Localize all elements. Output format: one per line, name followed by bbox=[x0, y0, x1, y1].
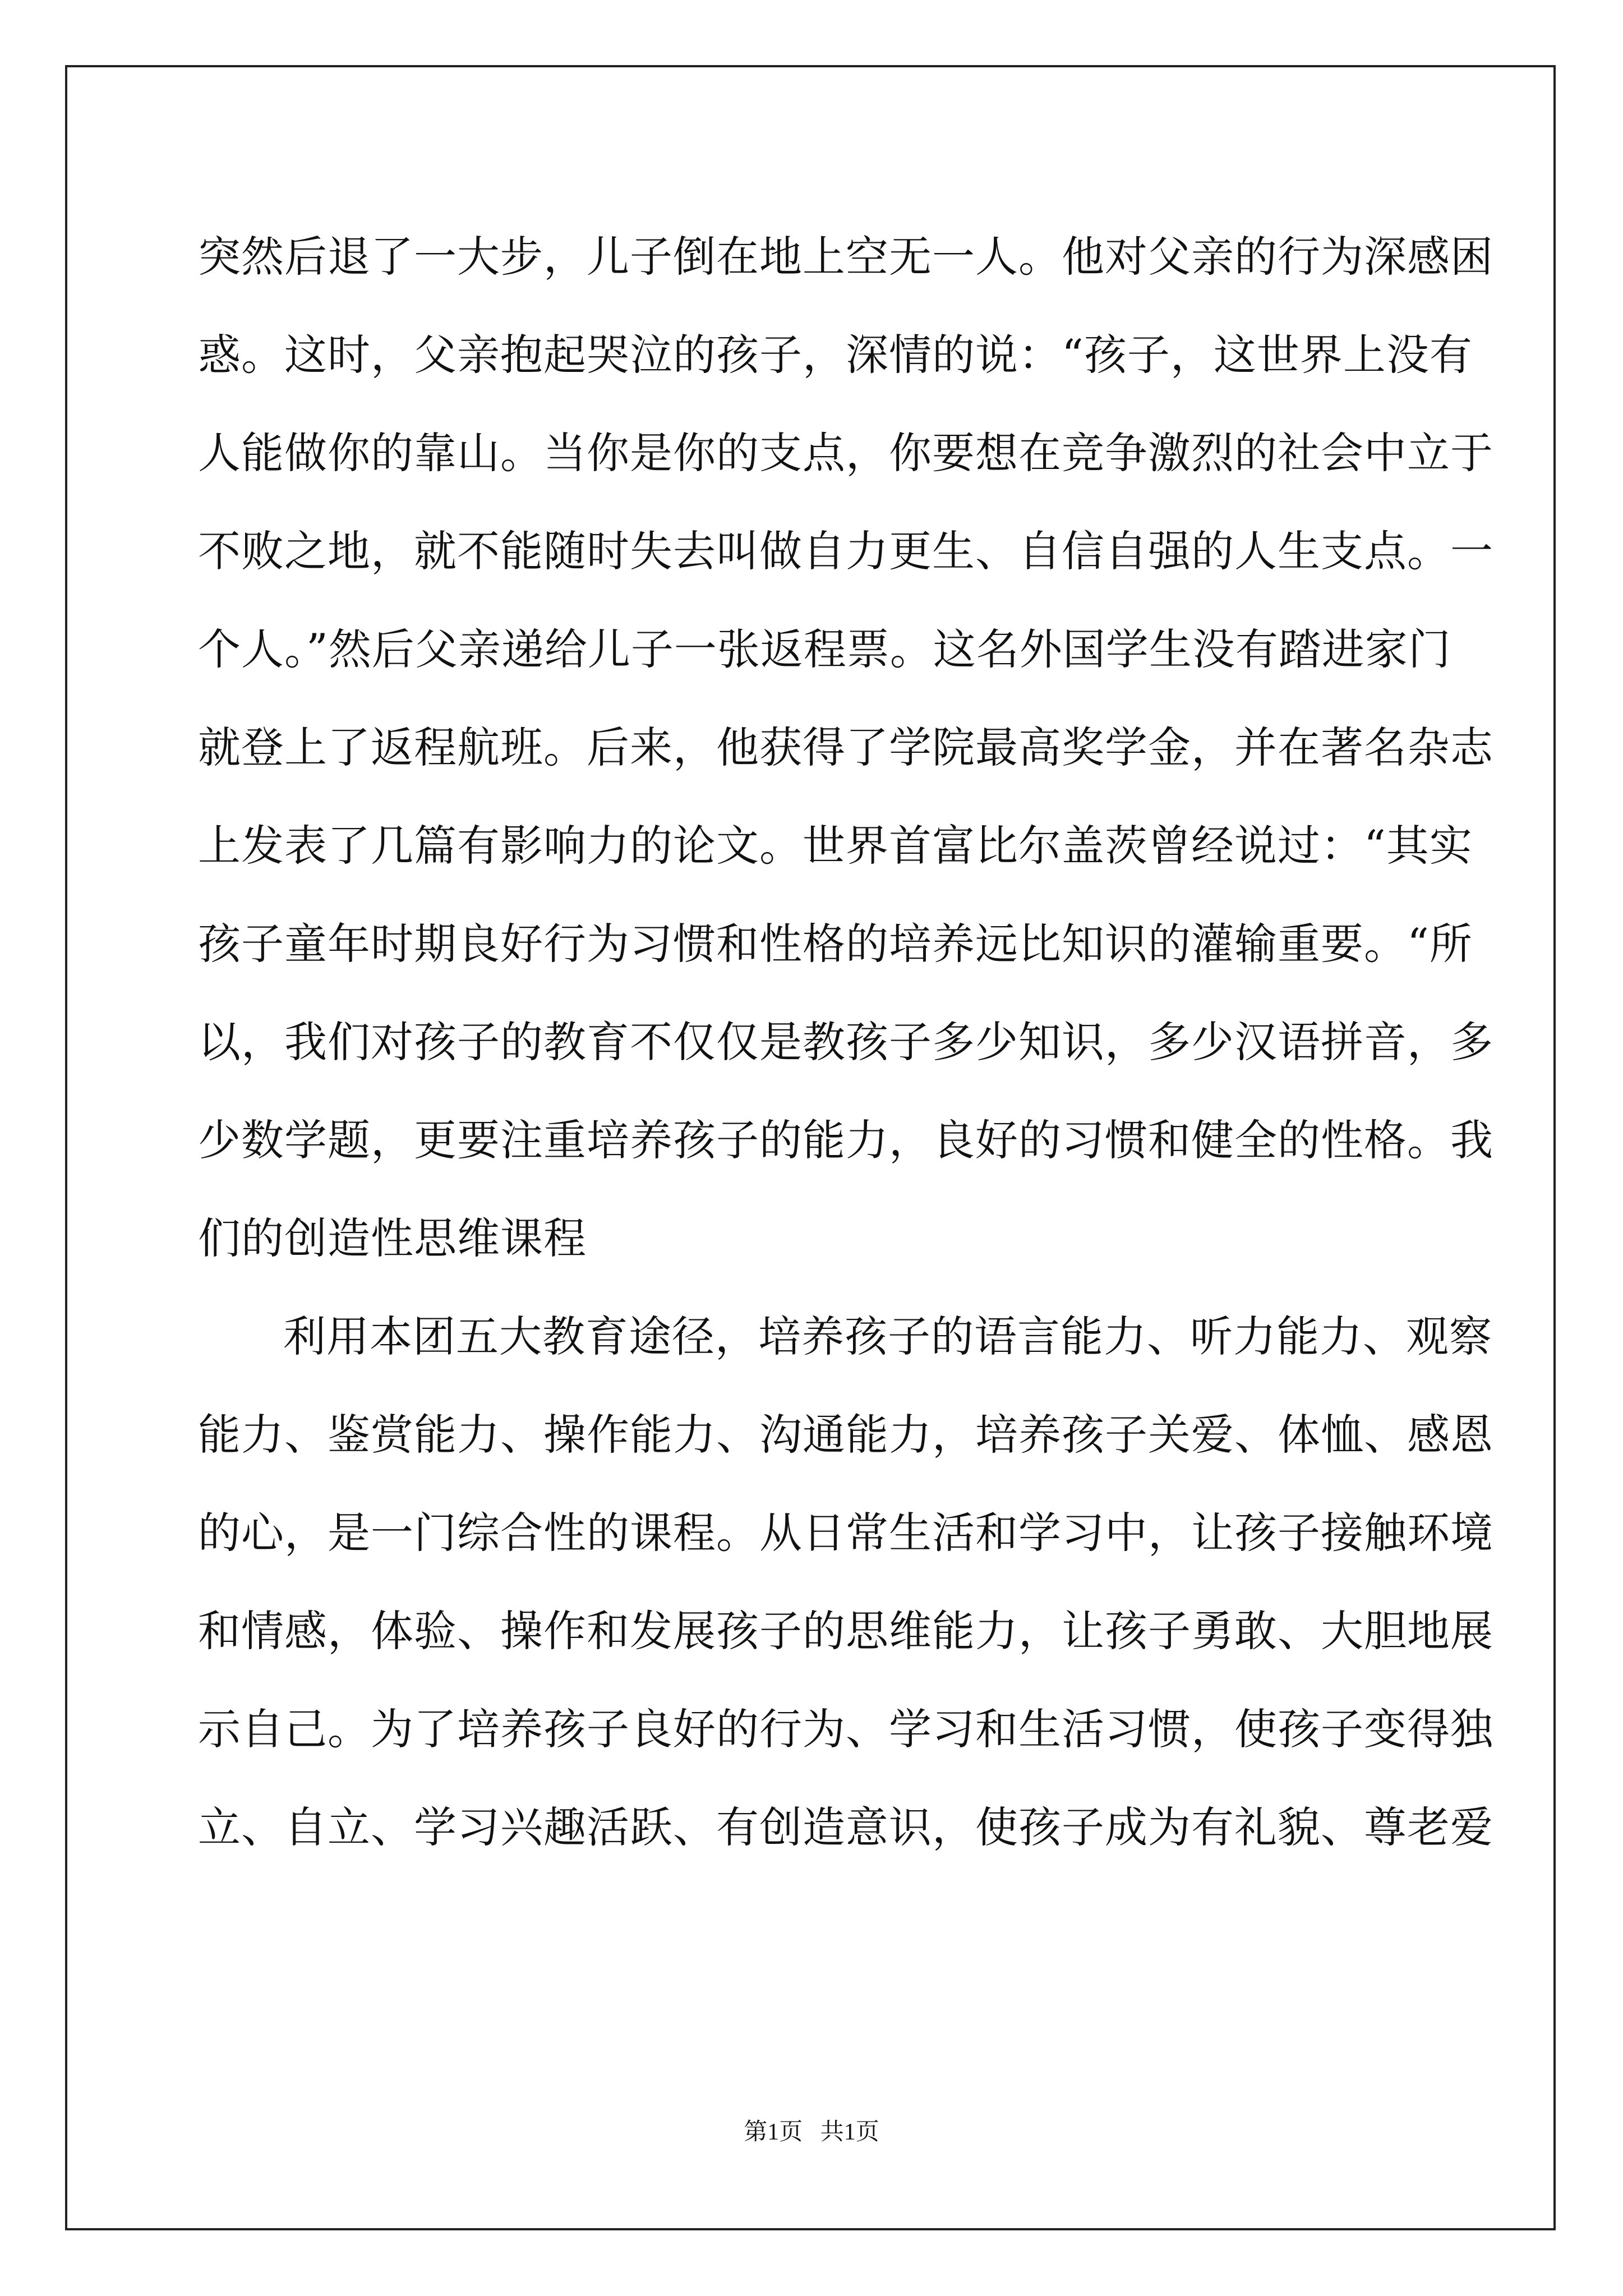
text-line: 以，我们对孩子的教育不仅仅是教孩子多少知识，多少汉语拼音，多 bbox=[198, 1017, 1493, 1067]
text-line: 们的创造性思维课程 bbox=[198, 1213, 587, 1263]
paragraph-1 bbox=[198, 208, 1493, 1287]
text-line: 就登上了返程航班。后来，他获得了学院最高奖学金，并在著名杂志 bbox=[198, 723, 1493, 772]
text-line: 立、自立、学习兴趣活跃、有创造意识，使孩子成为有礼貌、尊老爱 bbox=[198, 1802, 1493, 1852]
text-line: 突然后退了一大步，儿子倒在地上空无一人。他对父亲的行为深感困 bbox=[198, 232, 1493, 282]
text-line: 和情感，体验、操作和发展孩子的思维能力，让孩子勇敢、大胆地展 bbox=[198, 1606, 1493, 1656]
text-line: 能力、鉴赏能力、操作能力、沟通能力，培养孩子关爱、体恤、感恩 bbox=[198, 1410, 1493, 1460]
text-line: 不败之地，就不能随时失去叫做自力更生、自信自强的人生支点。一 bbox=[198, 526, 1493, 576]
text-line: 惑。这时，父亲抱起哭泣的孩子，深情的说：“孩子，这世界上没有 bbox=[198, 330, 1473, 380]
page-number-footer: 第1页 共1页 bbox=[744, 2119, 879, 2145]
text-line: 孩子童年时期良好行为习惯和性格的培养远比知识的灌输重要。“所 bbox=[198, 919, 1473, 969]
text-line: 少数学题，更要注重培养孩子的能力，良好的习惯和健全的性格。我 bbox=[198, 1115, 1493, 1165]
text-line: 个人。”然后父亲递给儿子一张返程票。这名外国学生没有踏进家门 bbox=[198, 624, 1451, 674]
text-line: 的心，是一门综合性的课程。从日常生活和学习中，让孩子接触环境 bbox=[198, 1508, 1493, 1558]
text-line: 上发表了几篇有影响力的论文。世界首富比尔盖茨曾经说过：“其实 bbox=[198, 821, 1473, 871]
paragraph-2 bbox=[198, 1287, 1493, 1876]
text-line: 人能做你的靠山。当你是你的支点，你要想在竞争激烈的社会中立于 bbox=[198, 428, 1493, 478]
text-line: 示自己。为了培养孩子良好的行为、学习和生活习惯，使孩子变得独 bbox=[198, 1704, 1493, 1754]
document-body bbox=[198, 208, 1493, 1876]
text-line-indented: 利用本团五大教育途径，培养孩子的语言能力、听力能力、观察 bbox=[283, 1312, 1492, 1361]
